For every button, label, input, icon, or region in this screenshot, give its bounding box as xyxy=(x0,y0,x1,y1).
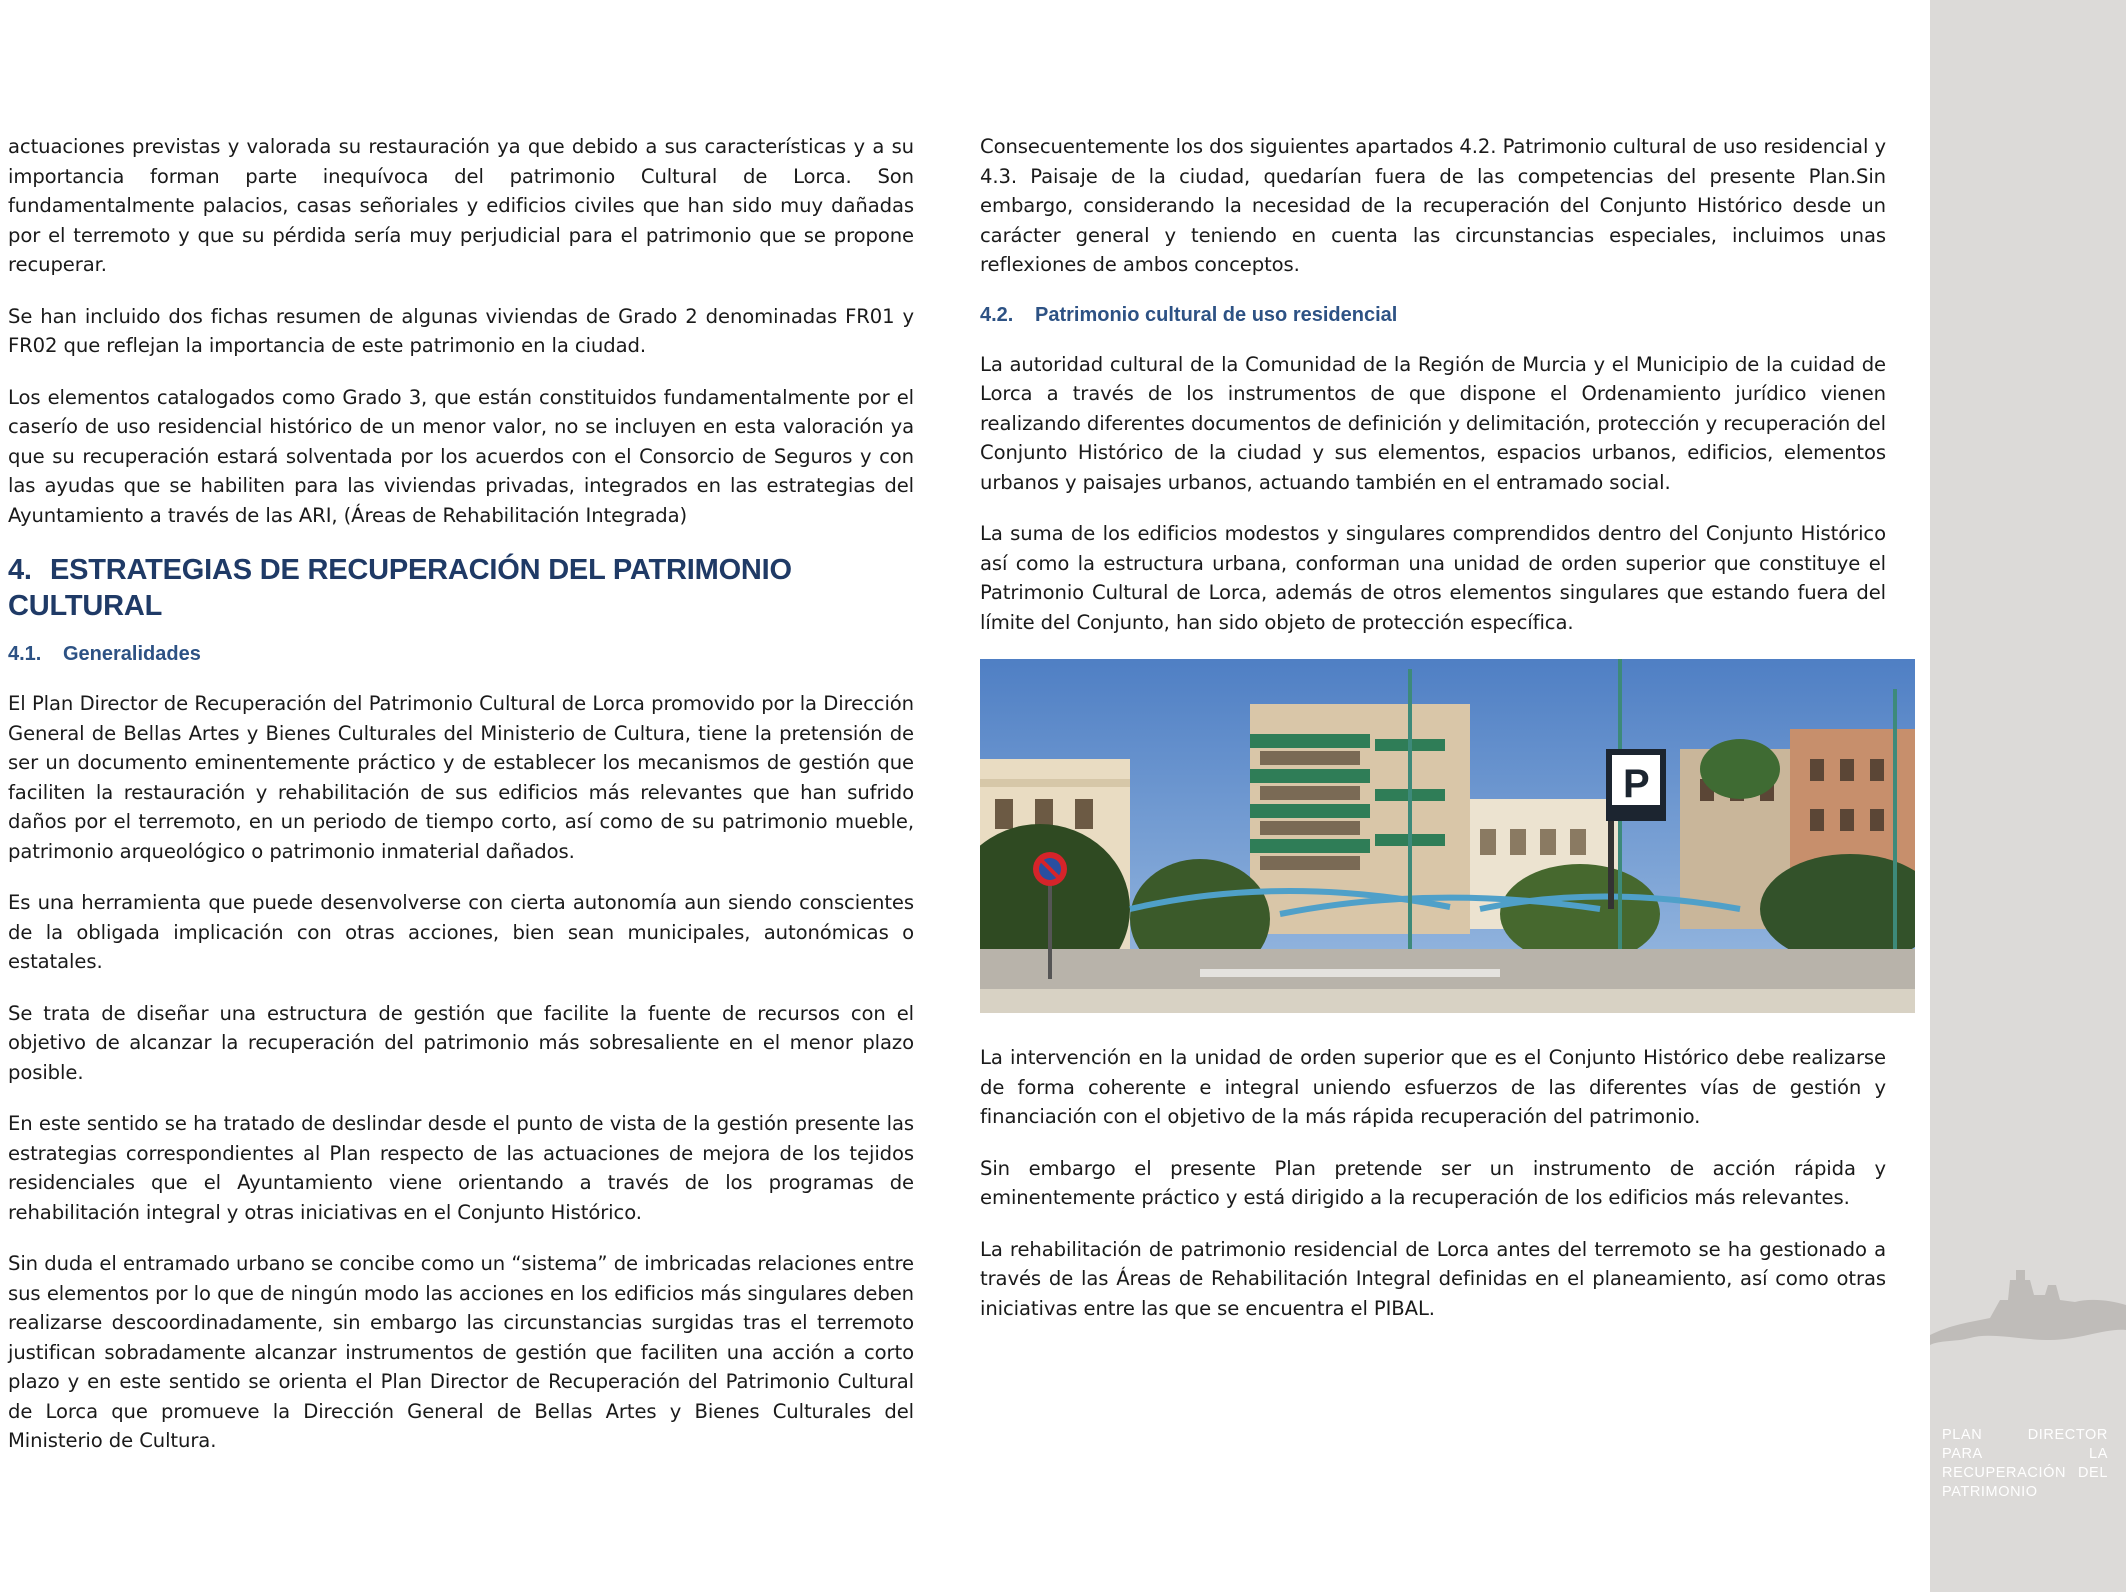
paragraph-sin-embargo: Sin embargo el presente Plan pretende ser un instrumento de acción rápida y eminentemente práctico y está dirigido a la recuperación de los edificios más relevantes. xyxy=(980,1156,1886,1209)
paragraph-plan-director: El Plan Director de Recuperación del Patrimonio Cultural de Lorca promovido por la Dirección General de Bellas Artes y Bienes Culturales del Ministerio de Cultura, tiene la pretensión de ser un documento eminentemente práctico y de establecer los mecanismos de gestión que faciliten la restauración y rehabilitación de sus edificios más relevantes que han sufrido daños por el terremoto, en un periodo de tiempo corto, así como de su patrimonio mueble, patrimonio arqueológico o patrimonio inmaterial dañados. xyxy=(8,692,914,863)
photo-plaza-lorca xyxy=(980,659,1915,1013)
subsection-title: Patrimonio cultural de uso residencial xyxy=(1035,303,1398,326)
subsection-number: 4.1. xyxy=(8,643,42,665)
paragraph-intro: actuaciones previstas y valorada su restauración ya que debido a sus características y a su importancia forman parte inequívoca del patrimonio Cultural de Lorca. Son fundamentalmente palacios, casas señoriales y edificios civiles que han sido muy dañadas por el terremoto y que su pérdida sería muy perjudicial para el patrimonio que se propone recuperar. xyxy=(8,135,914,276)
paragraph-entramado: Sin duda el entramado urbano se concibe como un “sistema” de imbricadas relaciones entre sus elementos por lo que de ningún modo las acciones en los edificios más singulares deben realizarse descoordinadamente, sin embargo las circunstancias surgidas tras el terremoto justifican sobradamente alcanzar instrumentos de gestión que faciliten una acción a corto plazo y en este sentido se orienta el Plan Director de Recuperación del Patrimonio Cultural de Lorca que promueve la Dirección General de Bellas Artes y Bienes Culturales del Ministerio de Cultura. xyxy=(8,1252,914,1452)
paragraph-suma: La suma de los edificios modestos y singulares comprendidos dentro del Conjunto Histórico así como la estructura urbana, conforman una unidad de orden superior que constituye el Patrimonio Cultural de Lorca, además de otros elementos singulares que estando fuera del límite del Conjunto, han sido objeto de protección específica. xyxy=(980,522,1886,634)
section-number: 4. xyxy=(8,554,32,586)
photo-parking-sign-letter: P xyxy=(1623,762,1650,806)
paragraph-intervencion: La intervención en la unidad de orden superior que es el Conjunto Histórico debe realizarse de forma coherente e integral uniendo esfuerzos de las diferentes vías de gestión y financiación con el objetivo de la más rápida recuperación del patrimonio. xyxy=(980,1046,1886,1128)
left-column xyxy=(8,132,914,1478)
castle-logo-icon xyxy=(1930,1240,2126,1370)
subsection-title: Generalidades xyxy=(63,643,201,665)
caption-line: PARA LA xyxy=(1942,1446,2108,1462)
caption-line: RECUPERACIÓN DEL xyxy=(1942,1465,2108,1481)
paragraph-estructura: Se trata de diseñar una estructura de gestión que facilite la fuente de recursos con el objetivo de alcanzar la recuperación del patrimonio más sobresaliente en el menor plazo posible. xyxy=(8,1001,914,1084)
paragraph-consecuentemente: Consecuentemente los dos siguientes apartados 4.2. Patrimonio cultural de uso residencial y 4.3. Paisaje de la ciudad, quedarían fuera de las competencias del presente Plan.Sin embargo, considerando la necesidad de la recuperación del Conjunto Histórico desde un carácter general y teniendo en cuenta las circunstancias especiales, incluimos unas reflexiones de ambos conceptos. xyxy=(980,135,1886,276)
paragraph-herramienta: Es una herramienta que puede desenvolverse con cierta autonomía aun siendo conscientes de la obligada implicación con otras acciones, bien sean municipales, autonómicas o estatales. xyxy=(8,891,914,973)
subsection-heading-4-1 xyxy=(8,641,914,667)
paragraph-sentido: En este sentido se ha tratado de deslindar desde el punto de vista de la gestión presente las estrategias correspondientes al Plan respecto de las actuaciones de mejora de los tejidos residenciales que el Ayuntamiento viene orientando a través de los programas de rehabilitación integral y otras iniciativas en el Conjunto Histórico. xyxy=(8,1112,914,1224)
paragraph-grado3: Los elementos catalogados como Grado 3, que están constituidos fundamentalmente por el caserío de uso residencial histórico de un menor valor, no se incluyen en esta valoración ya que su recuperación estará solventada por los acuerdos con el Consorcio de Seguros y con las ayudas que se habiliten para las viviendas privadas, integrados en las estrategias del Ayuntamiento a través de las ARI, (Áreas de Rehabilitación Integrada) xyxy=(8,385,914,527)
caption-line: PLAN DIRECTOR xyxy=(1942,1427,2108,1443)
paragraph-fichas: Se han incluido dos fichas resumen de algunas viviendas de Grado 2 denominadas FR01 y FR02 que reflejan la importancia de este patrimonio en la ciudad. xyxy=(8,304,914,357)
paragraph-autoridad: La autoridad cultural de la Comunidad de la Región de Murcia y el Municipio de la cuidad de Lorca a través de los instrumentos de que dispone el Ordenamiento jurídico vienen realizando diferentes documentos de definición y delimitación, protección y recuperación del Conjunto Histórico de la ciudad y sus elementos, espacios urbanos, edificios, elementos urbanos y paisajes urbanos, actuando también en el entramado social. xyxy=(980,352,1886,494)
subsection-number: 4.2. xyxy=(980,303,1014,326)
sidebar-caption xyxy=(1942,1426,2108,1502)
section-heading-4 xyxy=(8,552,914,624)
sidebar-band xyxy=(1930,0,2126,1592)
right-column xyxy=(980,132,1886,1345)
paragraph-rehabilitacion: La rehabilitación de patrimonio residencial de Lorca antes del terremoto se ha gestionado a través de las Áreas de Rehabilitación Integral definidas en el planeamiento, así como otras iniciativas entre las que se encuentra el PIBAL. xyxy=(980,1237,1886,1320)
caption-line: PATRIMONIO xyxy=(1942,1484,2038,1500)
section-title: ESTRATEGIAS DE RECUPERACIÓN DEL PATRIMONIO CULTURAL xyxy=(8,554,792,622)
subsection-heading-4-2 xyxy=(980,302,1886,328)
